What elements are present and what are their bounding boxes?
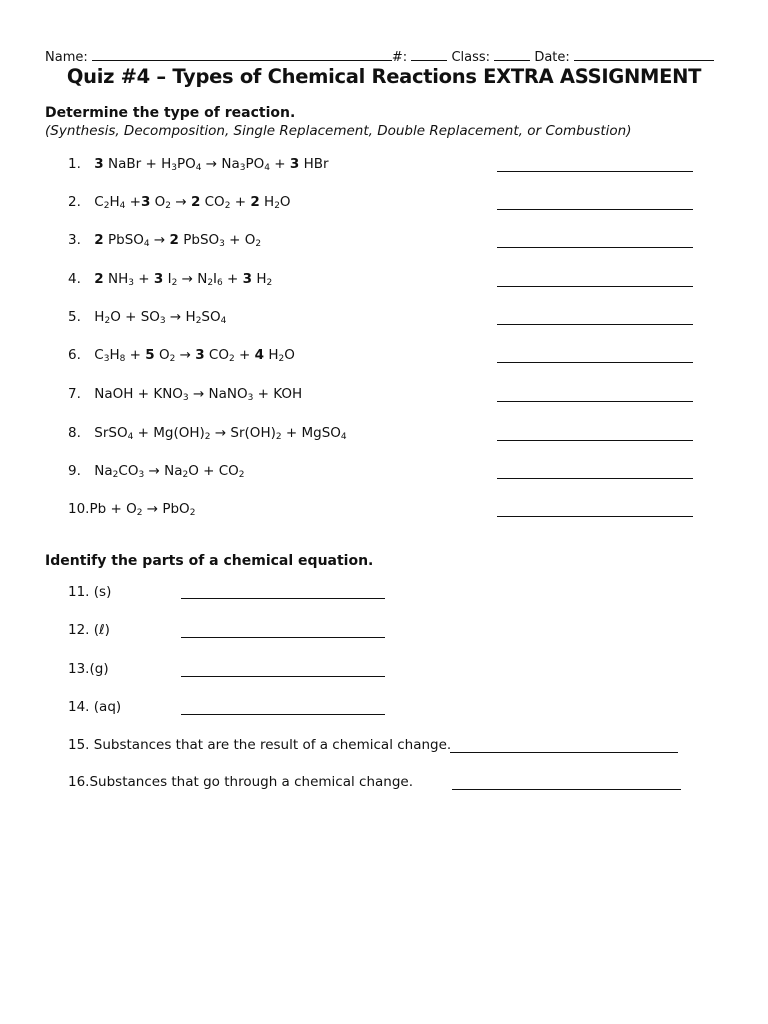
answer-blank-10[interactable] [497, 515, 693, 517]
question-number: 11. [68, 584, 90, 600]
question-number: 15. [68, 737, 90, 753]
question-number: 14. [68, 699, 90, 715]
question-13 [68, 660, 109, 678]
question-5 [68, 308, 226, 326]
question-text: Substances that are the result of a chemical change. [93, 737, 452, 753]
question-text: (g) [89, 661, 109, 677]
answer-blank-16[interactable] [452, 788, 681, 790]
equation: 3 NaBr + $H_3PO_4 \to Na_3PO_4 + 3$ HBr [94, 156, 329, 173]
question-14 [68, 698, 121, 716]
question-number: 7. [68, 386, 81, 402]
question-6 [68, 346, 295, 364]
question-15 [68, 736, 451, 754]
answer-blank-13[interactable] [181, 675, 385, 677]
question-number: 13. [68, 661, 90, 677]
name-blank[interactable] [92, 47, 392, 61]
answer-blank-2[interactable] [497, 208, 693, 210]
question-text: (aq) [93, 699, 122, 715]
question-16 [68, 773, 413, 791]
question-number: 5. [68, 309, 81, 325]
equation: $Pb + O_2 \to PbO_2$ [89, 501, 196, 518]
question-7 [68, 385, 302, 403]
equation: $C_2H_4 +3$ $O_2 \to 2$ $CO_2 + 2$ $H_2O$ [94, 194, 291, 211]
equation: $C_3H_8 + 5$ $O_2 \to 3$ $CO_2 + 4$ $H_2O$ [94, 347, 295, 364]
question-number: 1. [68, 156, 81, 172]
part1-heading: Determine the type of reaction. [45, 105, 296, 121]
name-label: Name: [45, 50, 88, 65]
question-1 [68, 155, 329, 173]
class-blank[interactable] [494, 47, 530, 61]
answer-blank-6[interactable] [497, 361, 693, 363]
answer-blank-7[interactable] [497, 400, 693, 402]
question-number: 10. [68, 501, 90, 517]
date-label: Date: [534, 50, 570, 65]
question-11 [68, 583, 111, 601]
equation: $H_2O + SO_3 \to H_2SO_4$ [94, 309, 227, 326]
equation: NaOH + $KNO_3$ → NaNO$_3$ + KOH [94, 386, 303, 403]
answer-blank-14[interactable] [181, 713, 385, 715]
question-4 [68, 270, 272, 288]
equation: 2 PbSO$_4$ → 2 PbSO$_3$ + $O_2$ [94, 232, 262, 249]
part1-instructions: (Synthesis, Decomposition, Single Replacement, Double Replacement, or Combustion) [45, 123, 632, 139]
question-number: 2. [68, 194, 81, 210]
question-number: 16. [68, 774, 90, 790]
equation: 2 $NH_3 + 3$ $I_2 \to N_2I_6 + 3$ $H_2$ [94, 271, 273, 288]
answer-blank-11[interactable] [181, 597, 385, 599]
date-blank[interactable] [574, 47, 714, 61]
question-number: 6. [68, 347, 81, 363]
question-8 [68, 424, 347, 442]
question-number: 3. [68, 232, 81, 248]
answer-blank-12[interactable] [181, 636, 385, 638]
answer-blank-4[interactable] [497, 285, 693, 287]
answer-blank-5[interactable] [497, 323, 693, 325]
question-3 [68, 231, 261, 249]
question-text: (ℓ) [93, 622, 110, 638]
question-10 [68, 500, 195, 518]
quiz-title: Quiz #4 – Types of Chemical Reactions EXTRA ASSIGNMENT [66, 65, 702, 88]
answer-blank-1[interactable] [497, 170, 693, 172]
question-number: 4. [68, 271, 81, 287]
question-2 [68, 193, 291, 211]
question-12 [68, 621, 110, 639]
part2-heading: Identify the parts of a chemical equation. [45, 553, 374, 569]
equation: $Na_2CO_3 \to Na_2O + CO_2$ [94, 463, 245, 480]
question-9 [68, 462, 245, 480]
question-text: Substances that go through a chemical change. [89, 774, 414, 790]
class-label: Class: [451, 50, 491, 65]
answer-blank-3[interactable] [497, 246, 693, 248]
question-number: 12. [68, 622, 90, 638]
question-number: 8. [68, 425, 81, 441]
question-text: (s) [93, 584, 112, 600]
answer-blank-15[interactable] [450, 751, 678, 753]
number-blank[interactable] [411, 47, 447, 61]
answer-blank-8[interactable] [497, 439, 693, 441]
answer-blank-9[interactable] [497, 477, 693, 479]
number-label: #: [391, 50, 408, 65]
question-number: 9. [68, 463, 81, 479]
equation: SrSO$_4$ + $Mg(OH)_2 \to Sr(OH)_2$ + MgSO$_4$ [94, 425, 347, 442]
